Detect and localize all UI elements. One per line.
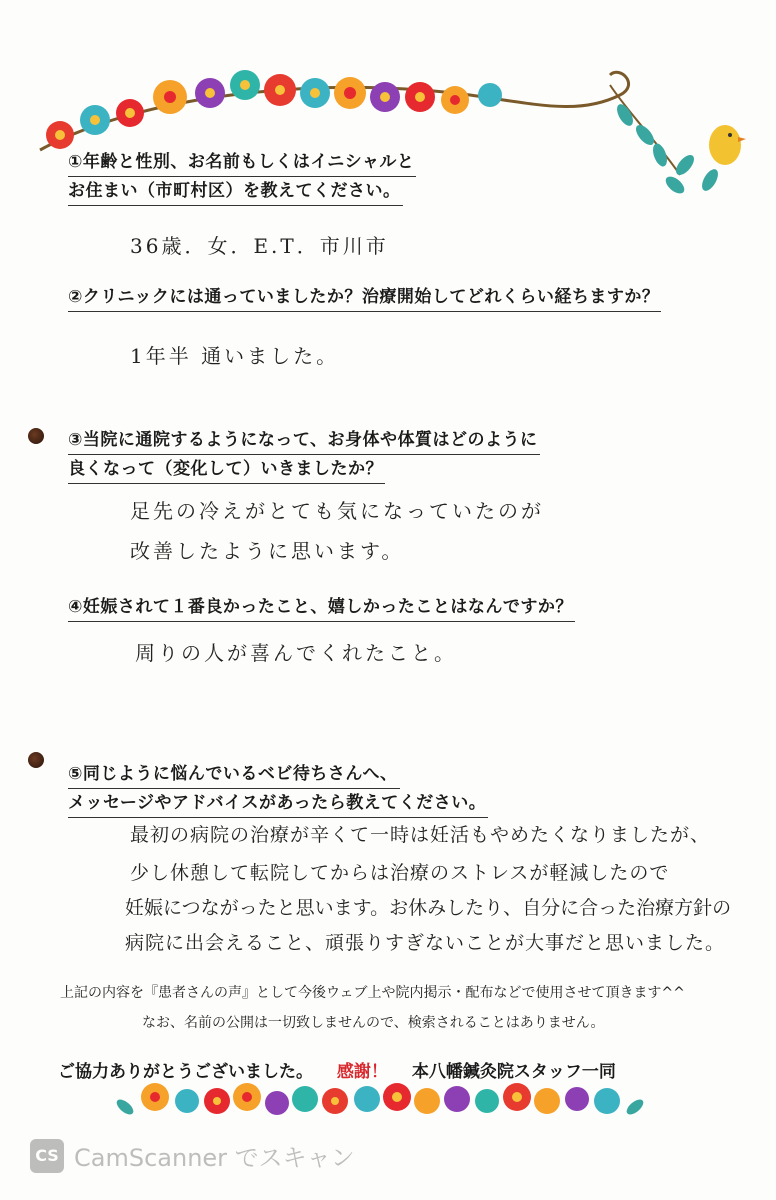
question-5-line-1: ⑤同じように悩んでいるベビ待ちさんへ、 bbox=[68, 760, 400, 789]
question-3-line-1: ③当院に通院するようになって、お身体や体質はどのように bbox=[68, 426, 540, 455]
answer-5-line-1: 最初の病院の治療が辛くて一時は妊活もやめたくなりましたが、 bbox=[130, 824, 711, 846]
usage-notice-line-2: なお、名前の公開は一切致しませんので、検索されることはありません。 bbox=[142, 1015, 605, 1031]
question-1 bbox=[68, 148, 416, 206]
question-1-line-2: お住まい（市町村区）を教えてください。 bbox=[68, 177, 403, 206]
floral-garland-bottom bbox=[105, 1075, 665, 1125]
answer-3-line-1: 足先の冷えがとても気になっていたのが bbox=[130, 499, 544, 523]
answer-2: 1年半 通いました。 bbox=[130, 344, 340, 368]
question-2 bbox=[68, 283, 661, 312]
question-4 bbox=[68, 593, 575, 622]
kansha-text: 感謝！ bbox=[336, 1062, 388, 1082]
question-3-line-2: 良くなって（変化して）いきましたか？ bbox=[68, 455, 385, 484]
camscanner-logo-icon: CS bbox=[30, 1139, 64, 1173]
punch-hole bbox=[28, 752, 44, 768]
answer-4: 周りの人が喜んでくれたこと。 bbox=[135, 641, 457, 665]
question-1-line-1: ①年齢と性別、お名前もしくはイニシャルと bbox=[68, 148, 416, 177]
question-2-line-1: ②クリニックには通っていましたか？治療開始してどれくらい経ちますか？ bbox=[68, 283, 661, 312]
camscanner-text: CamScanner でスキャン bbox=[74, 1144, 355, 1172]
camscanner-watermark bbox=[30, 1138, 355, 1173]
question-5 bbox=[68, 760, 488, 818]
answer-5-line-3: 妊娠につながったと思います。お休みしたり、自分に合った治療方針の bbox=[125, 897, 732, 919]
usage-notice-line-1: 上記の内容を『患者さんの声』として今後ウェブ上や院内掲示・配布などで使用させて頂きます^^ bbox=[60, 985, 685, 1001]
question-5-line-2: メッセージやアドバイスがあったら教えてください。 bbox=[68, 789, 488, 818]
staff-text: 本八幡鍼灸院スタッフ一同 bbox=[411, 1062, 616, 1082]
answer-5-line-4: 病院に出会えること、頑張りすぎないことが大事だと思いました。 bbox=[125, 932, 726, 954]
answer-1: 36歳．女．E.T．市川市 bbox=[130, 234, 389, 258]
question-4-line-1: ④妊娠されて１番良かったこと、嬉しかったことはなんですか？ bbox=[68, 593, 575, 622]
question-3 bbox=[68, 426, 540, 484]
thanks-text: ご協力ありがとうございました。 bbox=[58, 1062, 313, 1082]
answer-3-line-2: 改善したように思います。 bbox=[130, 539, 405, 563]
punch-hole bbox=[28, 428, 44, 444]
answer-5-line-2: 少し休憩して転院してからは治療のストレスが軽減したので bbox=[130, 862, 670, 884]
